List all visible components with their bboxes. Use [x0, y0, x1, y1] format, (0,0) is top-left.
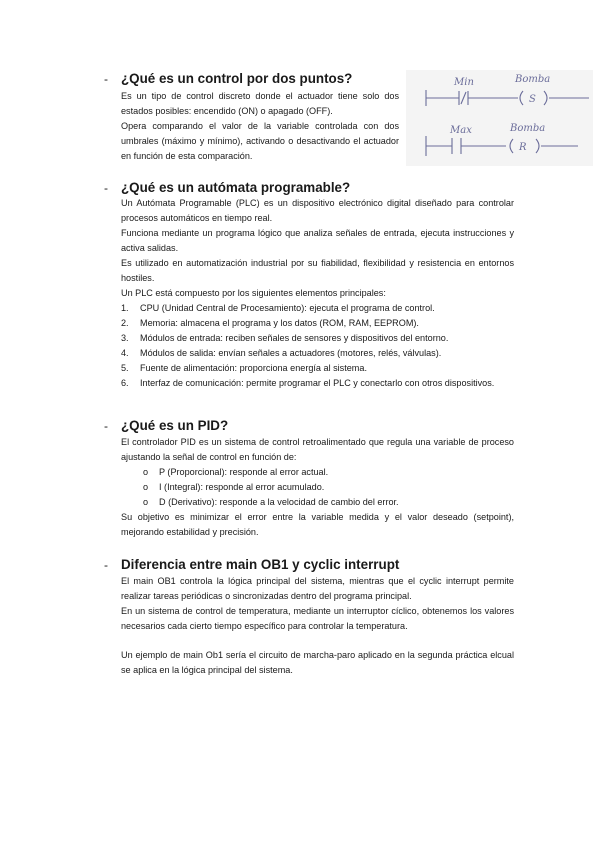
coil-symbol: R — [519, 142, 527, 153]
coil-left-arc — [510, 139, 513, 153]
paragraph: Funciona mediante un programa lógico que analiza señales de entrada, ejecuta instrucciones y activa salidas. — [121, 228, 514, 253]
section-heading: Diferencia entre main OB1 y cyclic interrupt — [121, 557, 400, 572]
ladder-diagram-svg — [406, 70, 593, 166]
coil-right-arc — [536, 139, 539, 153]
coil-right-arc — [544, 91, 547, 105]
paragraph: Un Autómata Programable (PLC) es un dispositivo electrónico digital diseñado para controlar procesos automáticos en tiempo real. — [121, 198, 514, 223]
sublist-text: P (Proporcional): responde al error actual. — [159, 467, 329, 477]
paragraph: Es utilizado en automatización industrial por su fiabilidad, flexibilidad y resistencia en entornos hostiles. — [121, 258, 514, 283]
section-bullet: - — [104, 181, 108, 195]
list-text: Memoria: almacena el programa y los datos (ROM, RAM, EEPROM). — [140, 318, 419, 328]
list-number: 3. — [121, 333, 129, 343]
sublist-bullet: o — [143, 467, 149, 477]
section-heading: ¿Qué es un PID? — [121, 418, 229, 433]
list-number: 4. — [121, 348, 129, 358]
list-text: Interfaz de comunicación: permite programar el PLC y conectarlo con otros dispositivos. — [140, 378, 495, 388]
list-text: Fuente de alimentación: proporciona energía al sistema. — [140, 363, 367, 373]
list-text: CPU (Unidad Central de Procesamiento): ejecuta el programa de control. — [140, 303, 435, 313]
paragraph: Un ejemplo de main Ob1 sería el circuito de marcha-paro aplicado en la segunda práctica elcual se aplica en la lógica principal del sistema. — [121, 650, 514, 675]
coil-label: Bomba — [515, 74, 551, 85]
sublist-bullet: o — [143, 482, 149, 492]
coil-left-arc — [520, 91, 523, 105]
paragraph: Su objetivo es minimizar el error entre la variable medida y el valor deseado (setpoint), mejorando estabilidad y precisión. — [121, 512, 514, 537]
paragraph: El controlador PID es un sistema de control retroalimentado que regula una variable de proceso ajustando la señal de control en función de: — [121, 437, 514, 462]
list-number: 2. — [121, 318, 129, 328]
paragraph: Es un tipo de control discreto donde el actuador tiene solo dos estados posibles: encendido (ON) o apagado (OFF). — [121, 91, 399, 116]
section-bullet: - — [104, 558, 108, 572]
paragraph: El main OB1 controla la lógica principal del sistema, mientras que el cyclic interrupt permite realizar tareas periódicas o sincronizadas dentro del programa principal. — [121, 576, 514, 601]
sublist-text: D (Derivativo): responde a la velocidad de cambio del error. — [159, 497, 399, 507]
section-heading: ¿Qué es un control por dos puntos? — [121, 71, 353, 86]
contact-slash — [461, 92, 466, 104]
coil-label: Bomba — [510, 123, 546, 134]
list-number: 5. — [121, 363, 129, 373]
paragraph: Un PLC está compuesto por los siguientes elementos principales: — [121, 288, 386, 298]
sublist-text: I (Integral): responde al error acumulado. — [159, 482, 325, 492]
list-text: Módulos de entrada: reciben señales de sensores y dispositivos del entorno. — [140, 333, 449, 343]
list-number: 6. — [121, 378, 129, 388]
ladder-diagram-sketch — [406, 70, 593, 166]
list-text: Módulos de salida: envían señales a actuadores (motores, relés, válvulas). — [140, 348, 442, 358]
section-bullet: - — [104, 419, 108, 433]
sublist-bullet: o — [143, 497, 149, 507]
paragraph: Opera comparando el valor de la variable controlada con dos umbrales (máximo y mínimo), activando o desactivando el actuador en función de esta comparación. — [121, 121, 399, 161]
coil-symbol: S — [529, 94, 536, 105]
paragraph: En un sistema de control de temperatura, mediante un interruptor cíclico, obtenemos los valores necesarios cada cierto tiempo específico para controlar la temperatura. — [121, 606, 514, 631]
section-bullet: - — [104, 72, 108, 86]
contact-label: Max — [450, 125, 472, 136]
section-heading: ¿Qué es un autómata programable? — [121, 180, 351, 195]
list-number: 1. — [121, 303, 129, 313]
contact-label: Min — [454, 77, 474, 88]
